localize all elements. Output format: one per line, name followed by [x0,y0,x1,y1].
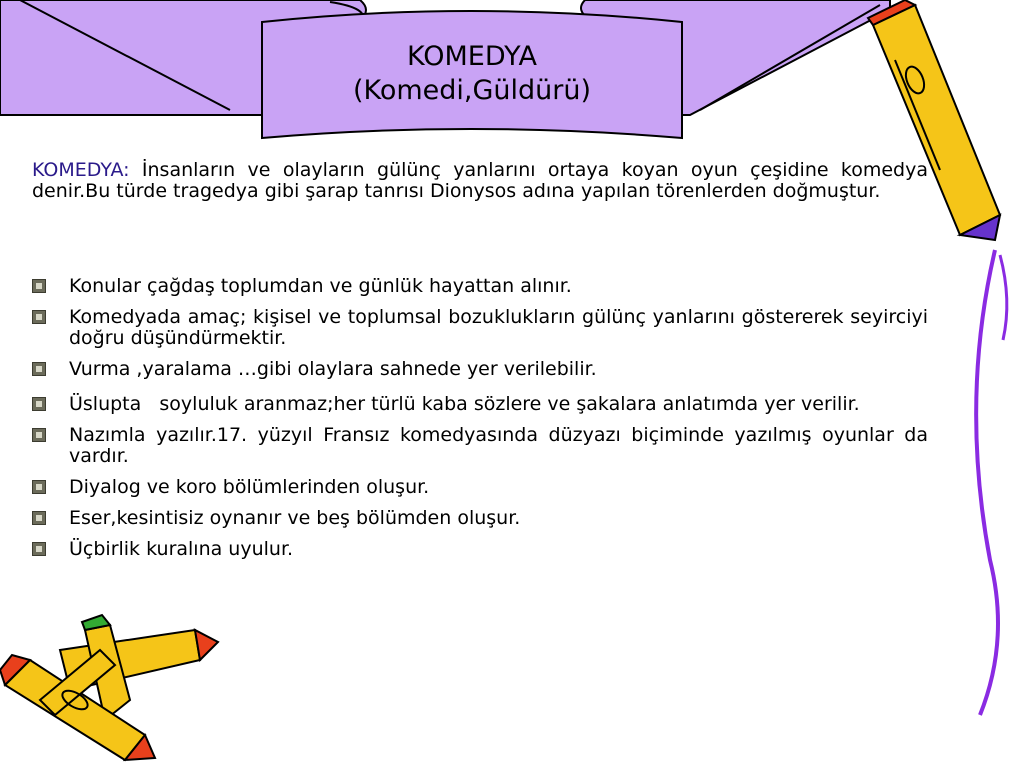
list-item: Nazımla yazılır.17. yüzyıl Fransız komedyasında düzyazı biçiminde yazılmış oyunlar da vardır. [32,425,928,467]
bullet-square-icon [32,397,46,411]
list-item: Üslupta soyluluk aranmaz;her türlü kaba sözlere ve şakalara anlatımda yer verilir. [32,390,928,419]
title-line-1: KOMEDYA [406,41,538,72]
slide-title [262,40,682,140]
bullet-square-icon [32,480,46,494]
bullet-square-icon [32,310,46,324]
bullet-square-icon [32,511,46,525]
bullet-square-icon [32,542,46,556]
bullet-square-icon [32,362,46,376]
list-item: Vurma ,yaralama …gibi olaylara sahnede yer verilebilir. [32,359,928,380]
intro-lead: KOMEDYA: [32,159,130,181]
list-item: Eser,kesintisiz oynanır ve beş bölümden oluşur. [32,508,928,529]
bullet-square-icon [32,279,46,293]
list-item: Üçbirlik kuralına uyulur. [32,539,928,560]
bullet-square-icon [32,428,46,442]
pencil-top-right-icon [868,0,1000,240]
bullet-list [32,276,928,570]
list-item: Diyalog ve koro bölümlerinden oluşur. [32,477,928,498]
list-item: Konular çağdaş toplumdan ve günlük hayattan alınır. [32,276,928,297]
list-item: Komedyada amaç; kişisel ve toplumsal bozuklukların gülünç yanlarını göstererek seyirciyi doğru düşündürmektir. [32,307,928,349]
intro-paragraph [32,160,928,202]
intro-text: İnsanların ve olayların gülünç yanlarını ortaya koyan oyun çeşidine komedya denir.Bu türde tragedya gibi şarap tanrısı Dionysos adına yapılan törenlerden doğmuştur. [32,159,928,202]
right-decor-curve [976,250,998,715]
title-line-2: (Komedi,Güldürü) [352,75,592,106]
